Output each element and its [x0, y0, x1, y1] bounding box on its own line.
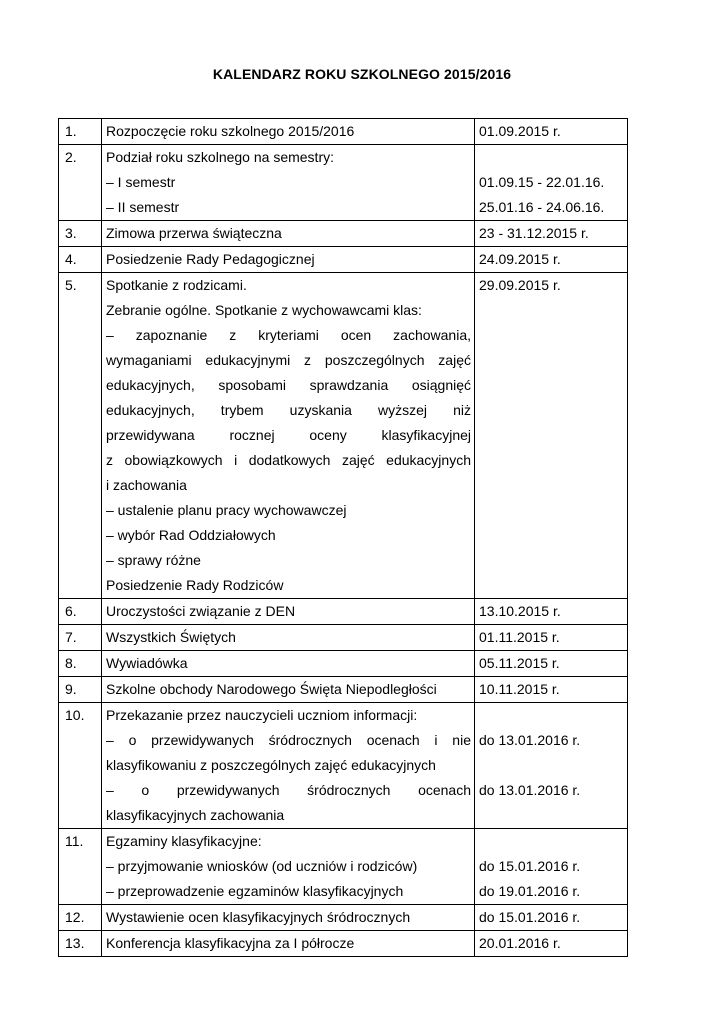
event-cell: Konferencja klasyfikacyjna za I półrocze	[102, 931, 475, 957]
table-row	[59, 931, 628, 957]
row-number: 8.	[59, 651, 102, 677]
row-number: 4.	[59, 247, 102, 273]
table-row	[59, 145, 628, 221]
row-number: 13.	[59, 931, 102, 957]
date-cell: do 13.01.2016 r. do 13.01.2016 r.	[475, 703, 628, 829]
row-number: 2.	[59, 145, 102, 221]
date-cell: 05.11.2015 r.	[475, 651, 628, 677]
row-number: 6.	[59, 599, 102, 625]
row-number: 11.	[59, 829, 102, 905]
date-cell: 01.11.2015 r.	[475, 625, 628, 651]
table-row	[59, 651, 628, 677]
row-number: 12.	[59, 905, 102, 931]
date-cell: 29.09.2015 r.	[475, 273, 628, 599]
date-cell: 01.09.15 - 22.01.16. 25.01.16 - 24.06.16.	[475, 145, 628, 221]
event-cell: Zimowa przerwa świąteczna	[102, 221, 475, 247]
table-row	[59, 273, 628, 599]
row-number: 5.	[59, 273, 102, 599]
table-row	[59, 221, 628, 247]
event-cell: Przekazanie przez nauczycieli uczniom informacji: – o przewidywanych śródrocznych ocenach i nie klasyfikowaniu z poszczególnych zajęć edukacyjnych – o przewidywanych śródrocznych ocenach klasyfikacyjnych zachowania	[102, 703, 475, 829]
row-number: 7.	[59, 625, 102, 651]
row-number: 10.	[59, 703, 102, 829]
date-cell: 24.09.2015 r.	[475, 247, 628, 273]
date-cell: 23 - 31.12.2015 r.	[475, 221, 628, 247]
date-cell: do 15.01.2016 r. do 19.01.2016 r.	[475, 829, 628, 905]
table-row	[59, 703, 628, 829]
event-cell: Posiedzenie Rady Pedagogicznej	[102, 247, 475, 273]
event-cell: Podział roku szkolnego na semestry: – I semestr – II semestr	[102, 145, 475, 221]
date-cell: 10.11.2015 r.	[475, 677, 628, 703]
event-cell: Wystawienie ocen klasyfikacyjnych śródrocznych	[102, 905, 475, 931]
table-row	[59, 119, 628, 145]
date-cell: 20.01.2016 r.	[475, 931, 628, 957]
row-number: 3.	[59, 221, 102, 247]
event-cell: Spotkanie z rodzicami. Zebranie ogólne. Spotkanie z wychowawcami klas: – zapoznanie z kryteriami ocen zachowania, wymaganiami edukacyjnymi z poszczególnych zajęć edukacyjnych, sposobami sprawdzania osiągnięć edukacyjnych, trybem uzyskania wyższej niż przewidywana rocznej oceny klasyfikacyjnej z obowiązkowych i dodatkowych zajęć edukacyjnych i zachowania – ustalenie planu pracy wychowawczej – wybór Rad Oddziałowych – sprawy różne Posiedzenie Rady Rodziców	[102, 273, 475, 599]
table-row	[59, 677, 628, 703]
table-row	[59, 247, 628, 273]
event-cell: Egzaminy klasyfikacyjne: – przyjmowanie wniosków (od uczniów i rodziców) – przeprowadzenie egzaminów klasyfikacyjnych	[102, 829, 475, 905]
date-cell: do 15.01.2016 r.	[475, 905, 628, 931]
calendar-table	[58, 118, 628, 957]
date-cell: 01.09.2015 r.	[475, 119, 628, 145]
table-row	[59, 625, 628, 651]
row-number: 9.	[59, 677, 102, 703]
table-row	[59, 829, 628, 905]
event-cell: Szkolne obchody Narodowego Święta Niepodległości	[102, 677, 475, 703]
table-row	[59, 599, 628, 625]
date-cell: 13.10.2015 r.	[475, 599, 628, 625]
event-cell: Wszystkich Świętych	[102, 625, 475, 651]
event-cell: Rozpoczęcie roku szkolnego 2015/2016	[102, 119, 475, 145]
row-number: 1.	[59, 119, 102, 145]
document-title: KALENDARZ ROKU SZKOLNEGO 2015/2016	[212, 66, 512, 82]
table-row	[59, 905, 628, 931]
event-cell: Uroczystości związanie z DEN	[102, 599, 475, 625]
event-cell: Wywiadówka	[102, 651, 475, 677]
